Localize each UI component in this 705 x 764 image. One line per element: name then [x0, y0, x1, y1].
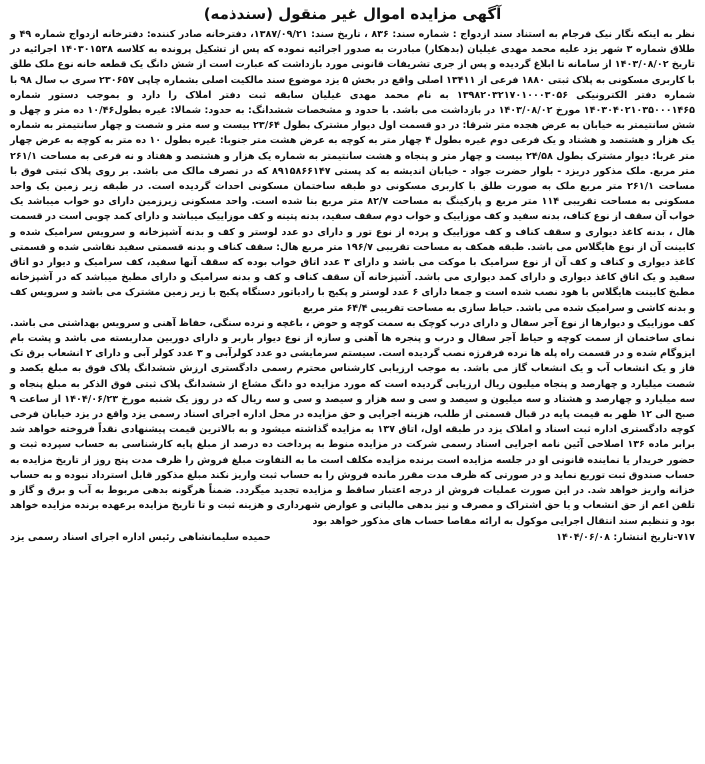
signature-line: حمیده سلیمانشاهی رئیس اداره اجرای اسناد رسمی یزد [10, 531, 271, 543]
notice-footer [10, 530, 695, 545]
notice-title: آگهی مزایده اموال غیر منقول (سندذمه) [203, 5, 502, 23]
notice-body [10, 27, 695, 529]
notice-paragraph: کف موزاییک و دیوارها از نوع آجر سفال و دارای درب کوچک به سمت کوچه و حوض ، باغچه و نرده سنگی، حفاظ آهنی و سرویس بهداشتی می باشد. نمای ساختمان از سمت کوچه و حیاط آجر سفال و درب و پنجره ها آهنی و سازه از نوع دیوار باربر و دارای دوربین مداربسته می باشد و پشت بام ایزوگام شده و در قسمت راه پله ها نرده فرفرژه نصب گردیده است. سیستم سرمایشی دو عدد کولرآبی و ۳ عدد کولر آبی و دارای ۲ انشعاب برق تک فاز و یک انشعاب آب و یک انشعاب گاز می باشد. به موجب ارزیابی کارشناس محترم رسمی دادگستری ارزش ششدانگ پلاک فوق به مبلغ یکصد و شصت میلیارد و چهارصد و پنجاه میلیون ریال ارزیابی گردیده است که مورد مزایده دو دانگ مشاع از ششدانگ پلاک ثبتی فوق الذکر به مبلغ پنجاه و سه میلیارد و چهارصد و هشتاد و سه میلیون و سیصد و سی و سه هزار و سیصد و سی و سه ریال که در روز یک شنبه مورخ ۱۴۰۴/۰۶/۲۳ از ساعت ۹ صبح الی ۱۲ ظهر به قیمت پایه در قبال قسمتی از طلب، هزینه اجرایی و حق مزایده در محل اداره اجرای اسناد رسمی یزد واقع در یزد خیابان فرخی کوچه دادگستری اداره ثبت اسناد و املاک یزد در طبقه اول، اتاق ۱۳۷ به مزایده گذاشته میشود و به بالاترین قیمت پیشنهادی نقداً فروخته خواهد شد برابر ماده ۱۳۶ اصلاحی آئین نامه اجرایی اسناد رسمی شرکت در مزایده منوط به پرداخت ده درصد از مبلغ پایه کارشناسی به حساب سپرده ثبت و حضور خریدار یا نماینده قانونی او در جلسه مزایده است برنده مزایده مکلف است ما به التفاوت مبلغ فروش را ظرف مدت پنج روز از تاریخ مزایده به حساب صندوق ثبت توریع نماید و در صورتی که ظرف مدت مقرر مانده فروش را به حساب ثبت واریز نکند مبلغ مذکور قابل استرداد نبوده و به حساب خزانه واریز خواهد شد. در این صورت عملیات فروش از درجه اعتبار ساقط و مزایده تجدید میگردد. ضمناً هرگونه بدهی مربوط به آب و برق و گاز و تلفن اعم از حق انشعاب و یا حق اشتراک و مصرف و نیز بدهی مالیاتی و عوارض شهرداری و هزینه ثبت و تا تاریخ مزایده برعهده برنده مزایده خواهد بود و تنظیم سند انتقال اجرایی موکول به ارائه مفاصا حساب های مذکور خواهد بود [10, 317, 696, 527]
publication-ref: ۷۱۷-تاریخ انتشار: ۱۴۰۴/۰۶/۰۸ [556, 531, 695, 543]
notice-paragraph: نظر به اینکه نگار نیک فرجام به استناد سند ازدواج : شماره سند: ۸۳۶ ، تاریخ سند: ۱۳۸۷/۰۹/۲۱، دفترخانه صادر کننده: دفترخانه ازدواج شماره ۴۹ و طلاق شماره ۳ شهر یزد علیه محمد مهدی غیلیان (بدهکار) مبادرت به صدور اجرائیه نموده که پس از تشکیل پرونده به کلاسه ۱۴۰۳۰۱۵۳۸ اجرائیه در تاریخ ۱۴۰۳/۰۸/۰۲ از سامانه تا ابلاغ گردیده و پس از جری تشریفات قانونی مورد بازداشت که عبارت است از شش دانگ یک قطعه خانه نوع ملک طلق با کاربری مسکونی به پلاک ثبتی ۱۸۸۰ فرعی از ۱۳۴۱۱ اصلی واقع در بخش ۵ یزد موضوع سند مالکیت اصلی بشماره چاپی ۲۳۰۶۵۷ سری ب سال ۹۸ با شماره دفتر الکترونیکی ۱۳۹۸۲۰۳۲۱۷۰۱۰۰۰۳۰۵۶ به نام محمد مهدی غیلیان سابقه ثبت دفتر املاک را دارد و بموجب دستور شماره ۱۴۰۳۰۴۰۲۱۰۳۵۰۰۰۱۴۶۵ مورخ ۱۴۰۳/۰۸/۰۲ در بازداشت می باشد. با حدود و مشخصات ششدانگ: به حدود: شمالا: غیره بطول۱۰/۴۶ ده متر و چهل و شش سانتیمتر به خیابان به عرض هجده متر شرقا: در دو قسمت اول دیوار مشترک بطول ۲۳/۶۴ بیست و سه متر و شصت و چهار سانتیمتر به شماره یک هزار و هشتصد و هشتاد و یک فرعی دوم غیره بطول ۴ چهار متر به کوچه به عرض هشت متر جنوبا: غیره بطول ۱۰ ده متر به کوچه به عرض چهار متر غربا: دیوار مشترک بطول ۲۴/۵۸ بیست و چهار متر و پنجاه و هشت سانتیمتر به شماره یک هزار و هشتصد و هفتاد و نه فرعی به مساحت ۲۶۱/۱ متر مربع. ملک مذکور دریزد - بلوار حضرت جواد - خیابان اندیشه به کد پستی ۸۹۱۵۸۶۶۱۴۷ که در تصرف مالک می باشد. بر روی پلاک ثبتی فوق با مساحت ۲۶۱/۱ متر مربع ملک به صورت طلق با کاربری مسکونی دو طبقه ساختمان مسکونی احداث گردیده است. در طبقه زیر زمین یک واحد مسکونی به مساحت تقریبی ۱۱۴ متر مربع و پارکینگ به مساحت ۸۲/۷ متر مربع بنا شده است. واحد مسکونی زیرزمین دارای دو خواب میباشد یک خواب آن سقف از نوع کناف، بدنه سفید و کف موزاییک و خواب دوم سقف سفید، بدنه پتینه و کف موزاییک میباشد و دارای کمد چوبی است در قسمت هال ، بدنه کاغذ دیواری و سقف کناف و کف موزاییک و پرده از نوع تور و دارای دو عدد لوستر و کف و بدنه آشپزخانه و سرویس سرامیک شده و کابینت آن از نوع هایگلاس می باشد. طبقه همکف به مساحت تقریبی ۱۹۶/۷ متر مربع هال: سقف کناف و بدنه قسمتی سفید نقاشی شده و قسمتی کاغذ دیواری و کناف و کف آن از نوع سرامیک با موکت می باشد و دارای ۳ عدد اتاق خواب بوده که سقف آنها سفید، کف سرامیک و دیوار دو اتاق سفید و یک اتاق کاغذ دیواری و دارای کمد دیواری می باشد. آشپزخانه آن سقف کناف و کف و بدنه سرامیک و دارای مطبخ میباشد که در آشپزخانه مطبخ کابینت هایگلاس با هود نصب شده است و جمعا دارای ۶ عدد لوستر و پکیج با رادیاتور دستگاه پکیج با زیر زمین مشترک می باشد و سرویس کف و بدنه کاشی و سرامیک شده می باشد. حیاط سازی به مساحت تقریبی ۶۴/۴ متر مربع [10, 29, 696, 314]
